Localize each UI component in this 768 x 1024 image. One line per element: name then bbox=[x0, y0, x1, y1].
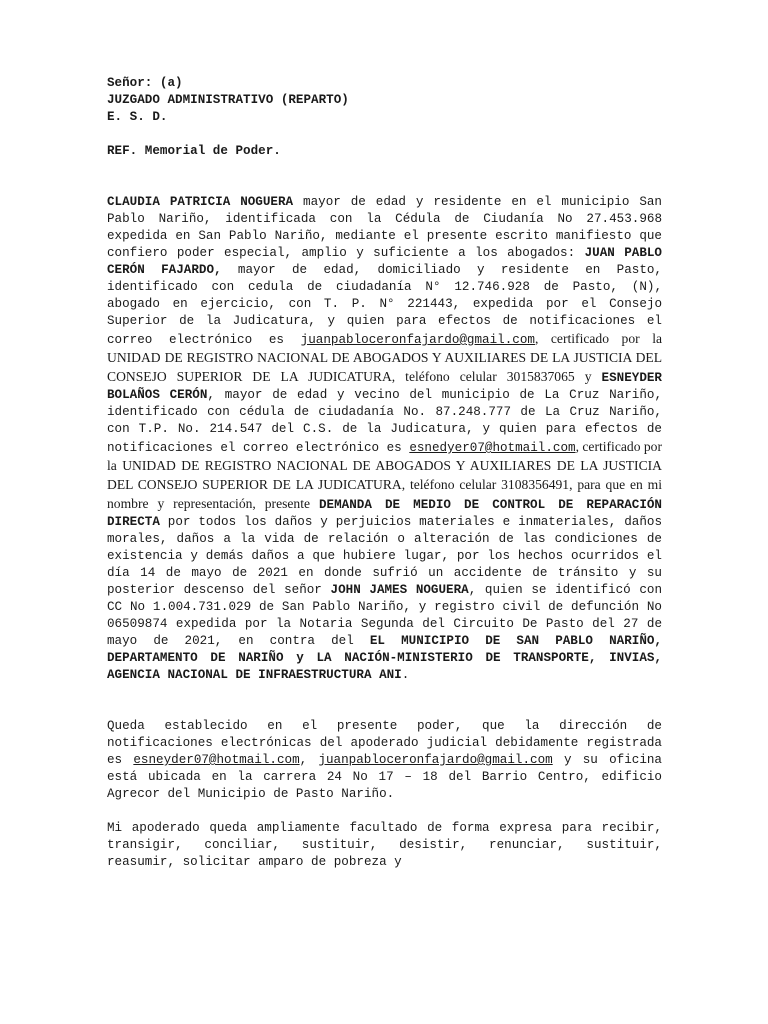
paragraph-text: . bbox=[401, 668, 410, 682]
deceased-name: JOHN JAMES NOGUERA bbox=[330, 583, 469, 597]
lawyer-name: JUAN PABLO CERÓN FAJARDO, bbox=[107, 246, 662, 277]
paragraph-text: , quien se identificó con CC No 1.004.731.029 de San Pablo Nariño, y registro civil de defunción No 06509874 expedida por la Notaria Segunda del Circuito De Pasto del 27 de mayo de 2021, en contra del bbox=[107, 583, 663, 648]
claim-type: DEMANDA DE MEDIO DE CONTROL DE REPARACIÓN DIRECTA bbox=[107, 498, 662, 529]
spacer bbox=[107, 160, 662, 194]
paragraph-text: , certificado por la UNIDAD DE REGISTRO NACIONAL DE ABOGADOS Y AUXILIARES DE LA JUSTICIA DEL CONSEJO SUPERIOR DE LA JUDICATURA, teléfono celular 3108356491, para que en mi nombre y representación, presente bbox=[107, 439, 663, 511]
paragraph-text: , mayor de edad y vecino del municipio de La Cruz Nariño, identificado con cédula de ciudadanía No. 87.248.777 de La Cruz Nariño, con T.P. No. 214.547 del C.S. de la Judicatura, y quien para efectos de notificaciones el correo electrónico es bbox=[107, 388, 663, 455]
powers-paragraph bbox=[107, 820, 662, 871]
defendants: EL MUNICIPIO DE SAN PABLO NARIÑO, DEPARTAMENTO DE NARIÑO y LA NACIÓN-MINISTERIO DE TRANSPORTE, INVIAS, AGENCIA NACIONAL DE INFRAESTRUCTURA ANI bbox=[107, 634, 662, 682]
lawyer-email-link[interactable]: esnedyer07@hotmail.com bbox=[409, 441, 576, 455]
paragraph-text: Queda establecido en el presente poder, que la dirección de notificaciones electrónicas del apoderado judicial debidamente registrada es bbox=[107, 719, 662, 767]
lawyer-email-link[interactable]: juanpabloceronfajardo@gmail.com bbox=[300, 333, 535, 347]
paragraph-text: , bbox=[299, 753, 319, 767]
lawyer-name: ESNEYDER BOLAÑOS CERÓN bbox=[107, 371, 662, 402]
paragraph-text: mayor de edad, domiciliado y residente en Pasto, identificado con cedula de ciudadanía N° 12.746.928 de Pasto, (N), abogado en ejercicio, con T. P. N° 221443, expedida por el Consejo Superior de la Judicatura, y quien para efectos de notificaciones el correo electrónico es bbox=[107, 263, 662, 347]
esd-line: E. S. D. bbox=[107, 110, 168, 124]
grantor-name: CLAUDIA PATRICIA NOGUERA bbox=[107, 195, 294, 209]
lawyer-email-link[interactable]: juanpabloceronfajardo@gmail.com bbox=[318, 753, 553, 767]
spacer bbox=[107, 684, 662, 718]
lawyer-email-link[interactable]: esneyder07@hotmail.com bbox=[133, 753, 300, 767]
paragraph-text: , certificado por la UNIDAD DE REGISTRO NACIONAL DE ABOGADOS Y AUXILIARES DE LA JUSTICIA DEL CONSEJO SUPERIOR DE LA JUDICATURA, teléfono celular 3015837065 y bbox=[107, 331, 663, 384]
paragraph-text: Mi apoderado queda ampliamente facultado de forma expresa para recibir, transigir, conciliar, sustituir, desistir, renunciar, sustituir, reasumir, solicitar amparo de pobreza y bbox=[107, 821, 662, 869]
reference-line: REF. Memorial de Poder. bbox=[107, 144, 281, 158]
power-of-attorney-paragraph bbox=[107, 194, 662, 684]
paragraph-text: por todos los daños y perjuicios materiales e inmateriales, daños morales, daños a la vida de relación o alteración de las condiciones de existencia y demás daños a que hubiere lugar, por los hechos ocurridos el día 14 de mayo de 2021 en donde sufrió un accidente de tránsito y su posterior descenso del señor bbox=[107, 515, 662, 597]
paragraph-text: mayor de edad y residente en el municipio San Pablo Nariño, identificada con la Cédula de Ciudanía No 27.453.968 expedida en San Pablo Nariño, mediante el presente escrito manifiesto que confiero poder especial, amplio y suficiente a los abogados: bbox=[107, 195, 662, 260]
paragraph-text: y su oficina está ubicada en la carrera 24 No 17 – 18 del Barrio Centro, edificio Agrecor del Municipio de Pasto Nariño. bbox=[107, 753, 662, 801]
salutation: Señor: (a) bbox=[107, 76, 183, 90]
spacer bbox=[107, 126, 662, 143]
document-page bbox=[107, 75, 662, 871]
court-name: JUZGADO ADMINISTRATIVO (REPARTO) bbox=[107, 93, 349, 107]
notification-address-paragraph bbox=[107, 718, 662, 803]
spacer bbox=[107, 803, 662, 820]
